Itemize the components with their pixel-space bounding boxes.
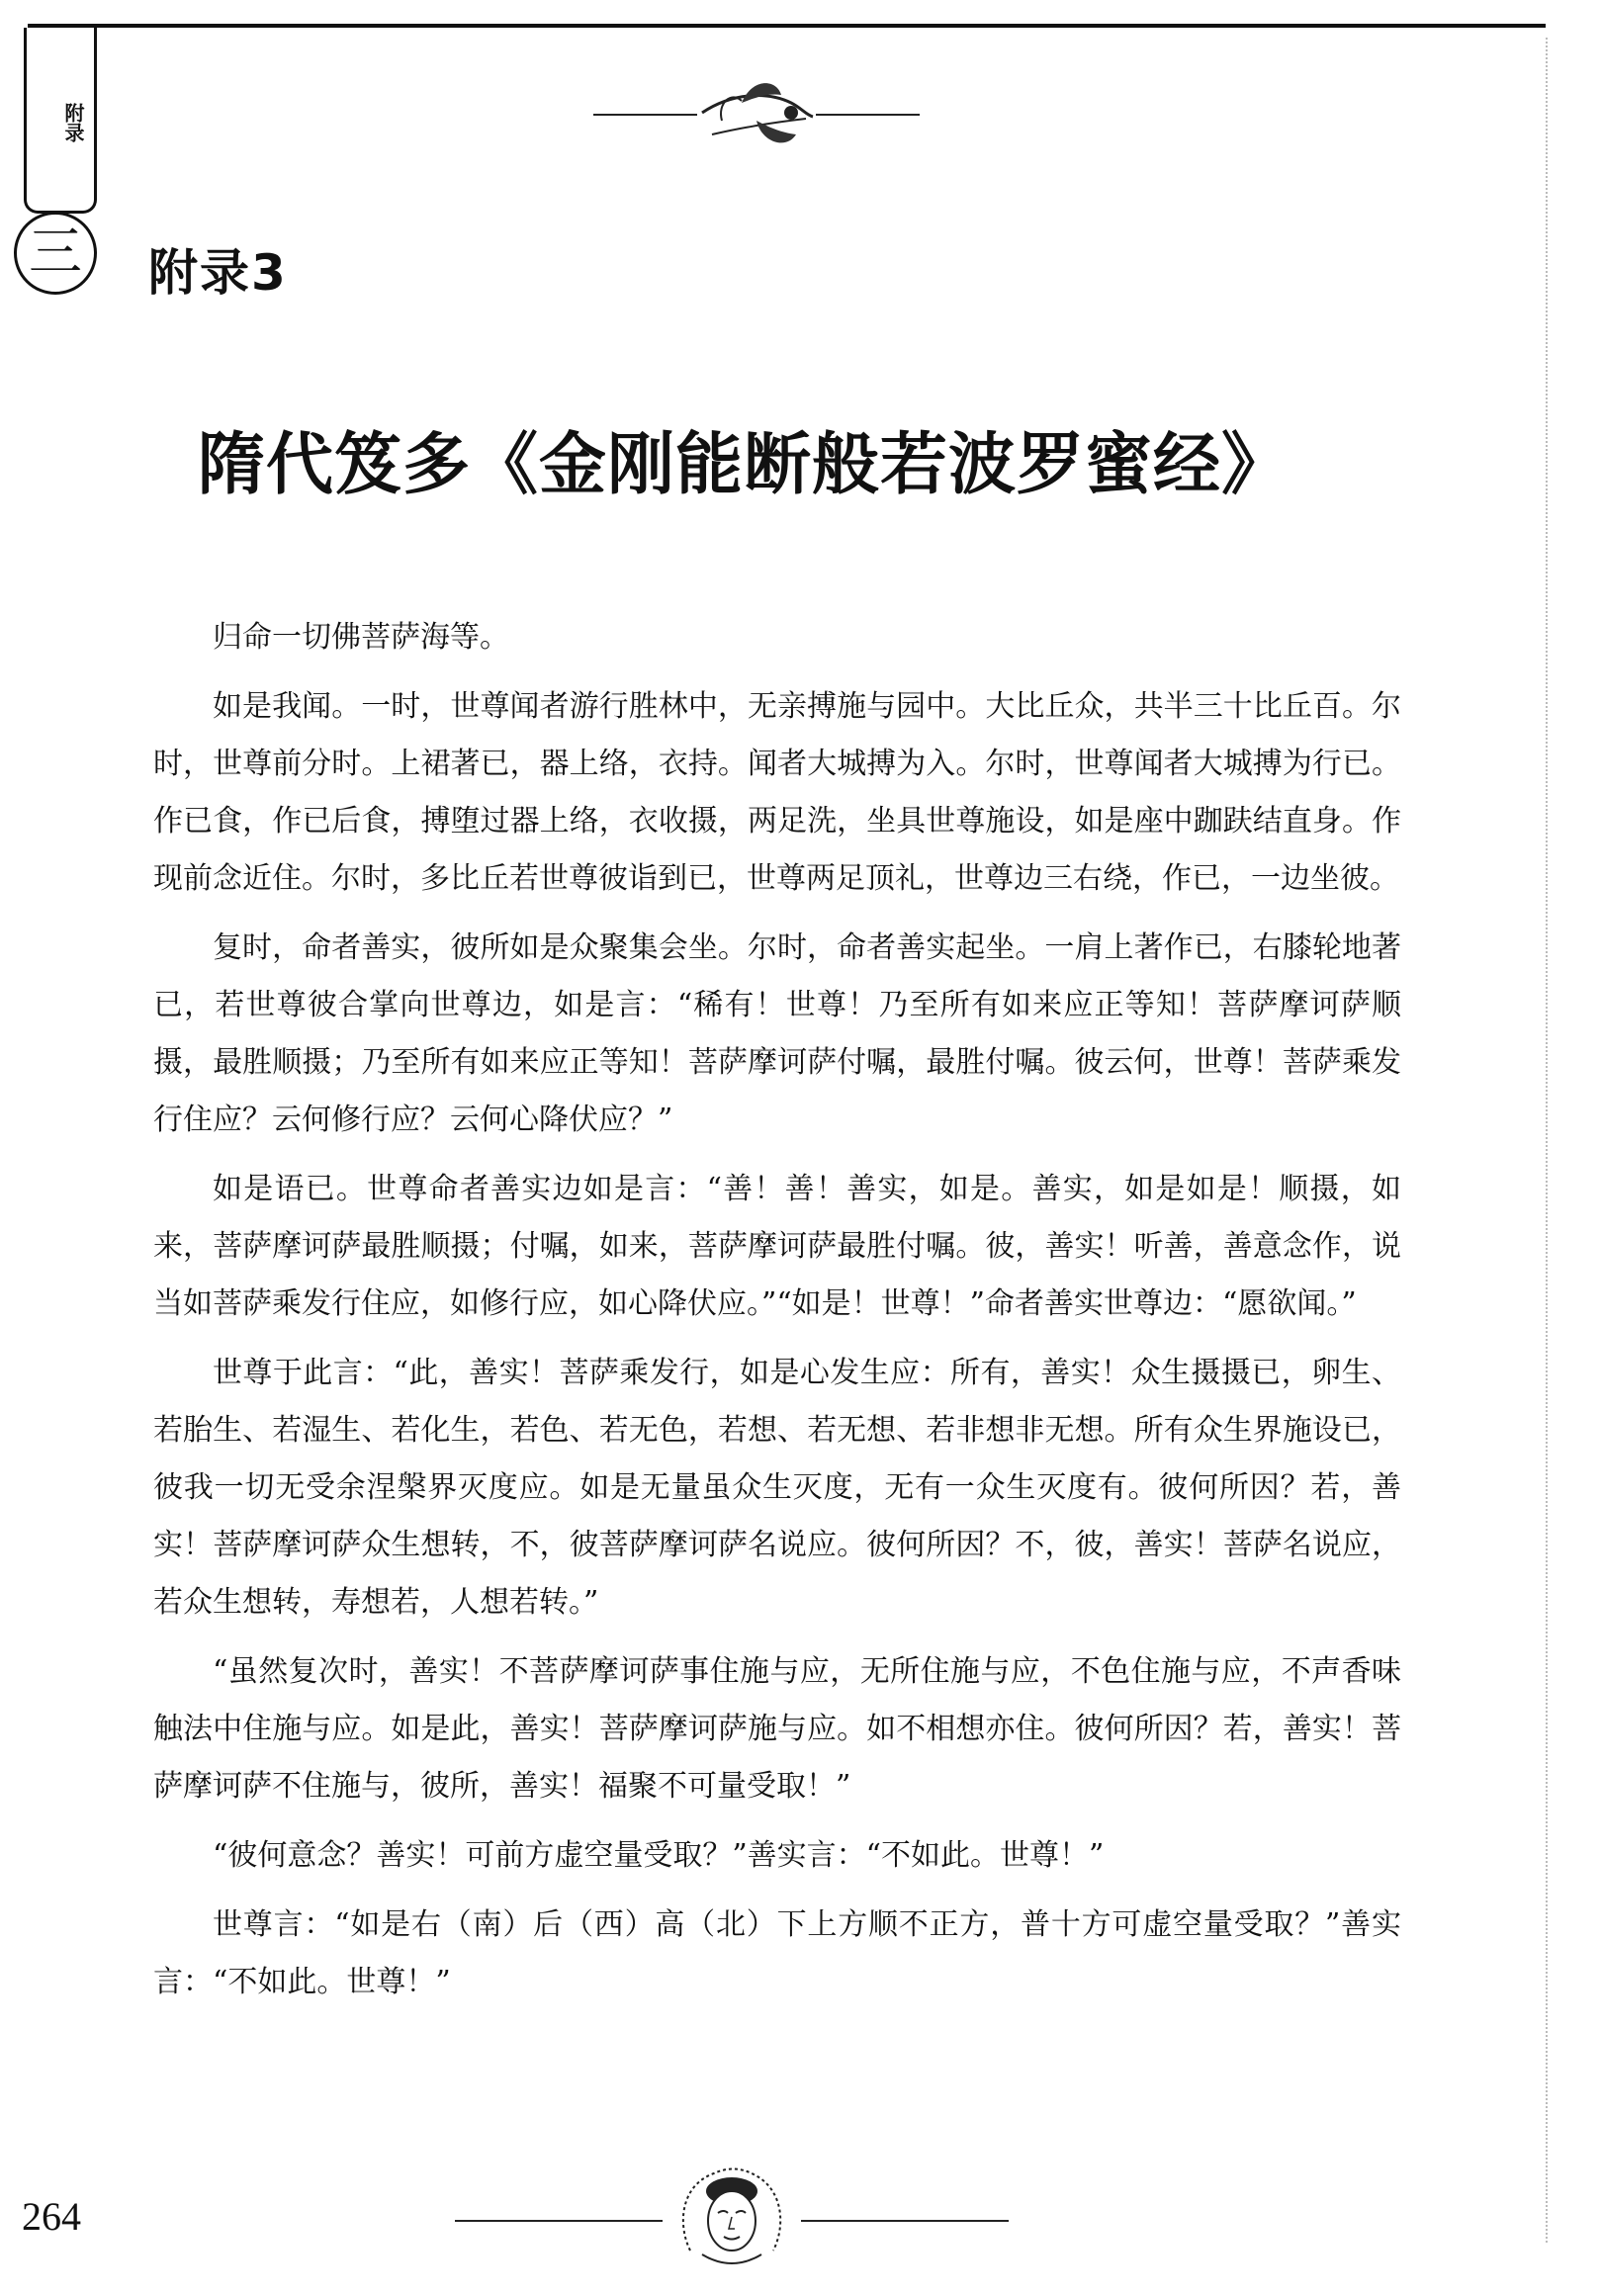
section-number-badge: 三 <box>14 212 97 295</box>
buddha-head-icon <box>455 2156 1009 2274</box>
paragraph: 世尊言：“如是右（南）后（西）高（北）下上方顺不正方，普十方可虚空量受取？”善实言：“不如此。世尊！” <box>153 1907 1401 1999</box>
paragraph: 如是我闻。一时，世尊闻者游行胜林中，无亲搏施与园中。大比丘众，共半三十比丘百。尔时，世尊前分时。上裙著已，器上络，衣持。闻者大城搏为入。尔时，世尊闻者大城搏为行已。作已食，作已后食，搏堕过器上络，衣收摄，两足洗，坐具世尊施设，如是座中跏趺结直身。作现前念近住。尔时，多比丘若世尊彼诣到已，世尊两足顶礼，世尊边三右绕，作已，一边坐彼。 <box>153 689 1401 896</box>
paragraph: 如是语已。世尊命者善实边如是言：“善！善！善实，如是。善实，如是如是！顺摄，如来，菩萨摩诃萨最胜顺摄；付嘱，如来，菩萨摩诃萨最胜付嘱。彼，善实！听善，善意念作，说当如菩萨乘发行住应，如修行应，如心降伏应。”“如是！世尊！”命者善实世尊边：“愿欲闻。” <box>153 1172 1401 1321</box>
page-edge-rule <box>1546 38 1548 2243</box>
side-tab <box>24 28 97 214</box>
paragraph: 世尊于此言：“此，善实！菩萨乘发行，如是心发生应：所有，善实！众生摄摄已，卵生、若胎生、若湿生、若化生，若色、若无色，若想、若无想、若非想非无想。所有众生界施设已，彼我一切无受余涅槃界灭度应。如是无量虽众生灭度，无有一众生灭度有。彼何所因？若，善实！菩萨摩诃萨众生想转，不，彼菩萨摩诃萨名说应。彼何所因？不，彼，善实！菩萨名说应，若众生想转，寿想若，人想若转。” <box>153 1356 1401 1620</box>
header-rule <box>28 24 1546 28</box>
side-tab-label: 附录 <box>61 103 85 142</box>
paragraph: “虽然复次时，善实！不菩萨摩诃萨事住施与应，无所住施与应，不色住施与应，不声香味触法中住施与应。如是此，善实！菩萨摩诃萨施与应。如不相想亦住。彼何所因？若，善实！菩萨摩诃萨不住施与，彼所，善实！福聚不可量受取！” <box>153 1654 1401 1804</box>
page-number: 264 <box>22 2194 81 2239</box>
paragraph: 归命一切佛菩萨海等。 <box>213 620 509 655</box>
lotus-branch-ornament-icon <box>593 73 920 162</box>
paragraph: “彼何意念？善实！可前方虚空量受取？”善实言：“不如此。世尊！” <box>213 1838 1105 1873</box>
document-title: 隋代笈多《金刚能断般若波罗蜜经》 <box>198 426 1290 504</box>
paragraph: 复时，命者善实，彼所如是众聚集会坐。尔时，命者善实起坐。一肩上著作已，右膝轮地著已，若世尊彼合掌向世尊边，如是言：“稀有！世尊！乃至所有如来应正等知！菩萨摩诃萨顺摄，最胜顺摄；乃至所有如来应正等知！菩萨摩诃萨付嘱，最胜付嘱。彼云何，世尊！菩萨乘发行住应？云何修行应？云何心降伏应？” <box>153 930 1401 1137</box>
body-text <box>153 609 1401 2023</box>
section-heading: 附录3 <box>148 244 288 302</box>
